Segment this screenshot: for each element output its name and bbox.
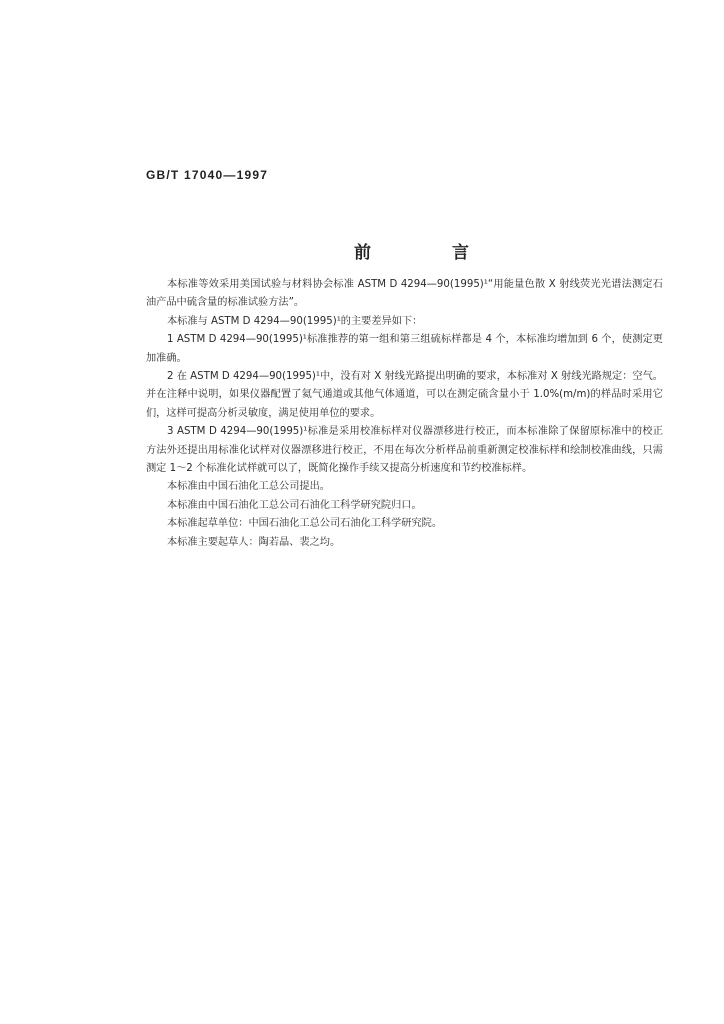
document-body [146,276,663,552]
paragraph-difference-2: 2 在 ASTM D 4294—90(1995)¹中，没有对 X 射线光路提出明确的要求，本标准对 X 射线光路规定：空气。并在注释中说明，如果仪器配置了氦气通道或其他气体通道，可以在测定硫含量小于 1.0%(m/m)的样品时采用它们，这样可提高分析灵敏度，满足使用单位的要求。 [146,371,663,419]
standard-code: GB/T 17040—1997 [146,168,269,182]
paragraph-intro: 本标准等效采用美国试验与材料协会标准 ASTM D 4294—90(1995)¹“用能量色散 X 射线荧光光谱法测定石油产品中硫含量的标准试验方法”。 [146,279,663,309]
paragraph-differences: 本标准与 ASTM D 4294—90(1995)¹的主要差异如下： [167,315,423,327]
paragraph-centralized: 本标准由中国石油化工总公司石油化工科学研究院归口。 [167,499,422,511]
paragraph-drafting-unit: 本标准起草单位：中国石油化工总公司石油化工科学研究院。 [167,518,443,530]
paragraph-drafters: 本标准主要起草人：陶若晶、裴之均。 [167,536,341,548]
paragraph-difference-1: 1 ASTM D 4294—90(1995)¹标准推荐的第一组和第三组硫标样都是 4 个，本标准均增加到 6 个，使测定更加准确。 [146,334,663,364]
paragraph-proposer: 本标准由中国石油化工总公司提出。 [167,481,330,493]
paragraph-difference-3: 3 ASTM D 4294—90(1995)¹标准是采用校准标样对仪器漂移进行校正，而本标准除了保留原标准中的校正方法外还提出用标准化试样对仪器漂移进行校正，不用在每次分析样品前重新测定校准标样和绘制校准曲线，只需测定 1～2 个标准化试样就可以了，既简化操作手续又提高分析速度和节约校准标样。 [146,426,663,475]
page-title: 前 言 [354,243,501,263]
